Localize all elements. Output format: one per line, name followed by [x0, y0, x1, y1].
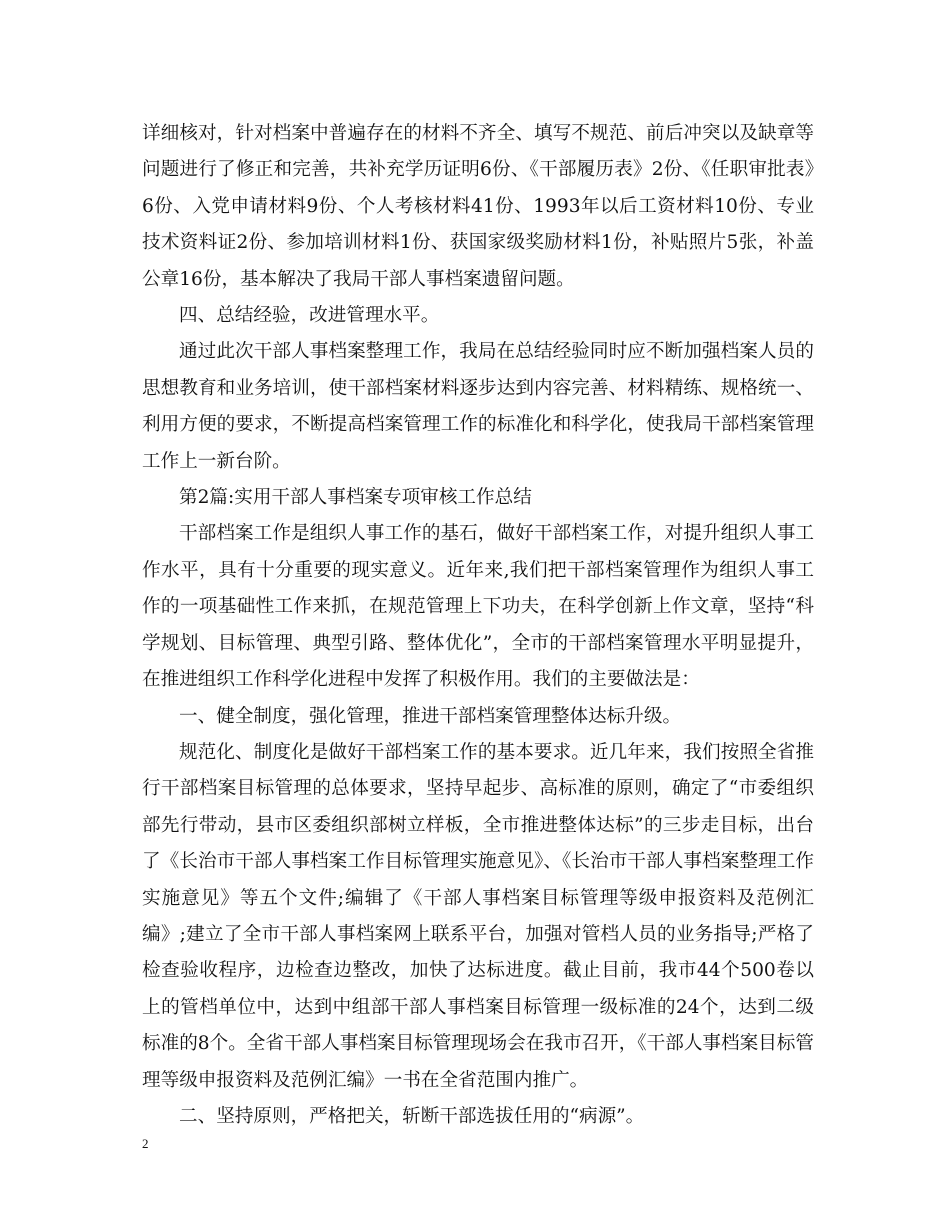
section-heading-improve-system: 一、健全制度，强化管理，推进干部档案管理整体达标升级。	[179, 705, 682, 727]
paragraph-summary: 通过此次干部人事档案整理工作，我局在总结经验同时应不断加强档案人员的思想教育和业务培训，使干部档案材料逐步达到内容完善、材料精练、规格统一、利用方便的要求，不断提高档案管理工作的标准化和科学化，使我局干部档案管理工作上一新台阶。	[142, 341, 814, 472]
paragraph-standardization: 规范化、制度化是做好干部档案工作的基本要求。近几年来，我们按照全省推行干部档案目标管理的总体要求，坚持早起步、高标准的原则，确定了“市委组织部先行带动，县市区委组织部树立样板，全市推进整体达标”的三步走目标，出台了《长治市干部人事档案工作目标管理实施意见》、《长治市干部人事档案整理工作实施意见》等五个文件;编辑了《干部人事档案目标管理等级申报资料及范例汇编》;建立了全市干部人事档案网上联系平台，加强对管档人员的业务指导;严格了检查验收程序，边检查边整改，加快了达标进度。截止目前，我市44个500卷以上的管档单位中，达到中组部干部人事档案目标管理一级标准的24个，达到二级标准的8个。全省干部人事档案目标管理现场会在我市召开，《干部人事档案目标管理等级申报资料及范例汇编》一书在全省范围内推广。	[142, 741, 814, 1091]
paragraph-introduction: 干部档案工作是组织人事工作的基石，做好干部档案工作，对提升组织人事工作水平，具有十分重要的现实意义。近年来,我们把干部档案管理作为组织人事工作的一项基础性工作来抓，在规范管理上下功夫，在科学创新上作文章，坚持“科学规划、目标管理、典型引路、整体优化”，全市的干部档案管理水平明显提升，在推进组织工作科学化进程中发挥了积极作用。我们的主要做法是：	[142, 523, 814, 691]
section-heading-adhere-principles: 二、坚持原则，严格把关，斩断干部选拔任用的“病源”。	[179, 1105, 645, 1127]
article-title-part-2: 第2篇:实用干部人事档案专项审核工作总结	[179, 487, 532, 509]
document-body	[142, 116, 814, 1135]
paragraph-continuation: 详细核对，针对档案中普遍存在的材料不齐全、填写不规范、前后冲突以及缺章等问题进行了修正和完善，共补充学历证明6份、《干部履历表》2份、《任职审批表》6份、入党申请材料9份、个人考核材料41份、1993年以后工资材料10份、专业技术资料证2份、参加培训材料1份、获国家级奖励材料1份，补贴照片5张，补盖公章16份，基本解决了我局干部人事档案遗留问题。	[142, 123, 814, 290]
page-number: 2	[142, 1136, 149, 1151]
section-heading-summarize-experience: 四、总结经验，改进管理水平。	[179, 305, 440, 327]
